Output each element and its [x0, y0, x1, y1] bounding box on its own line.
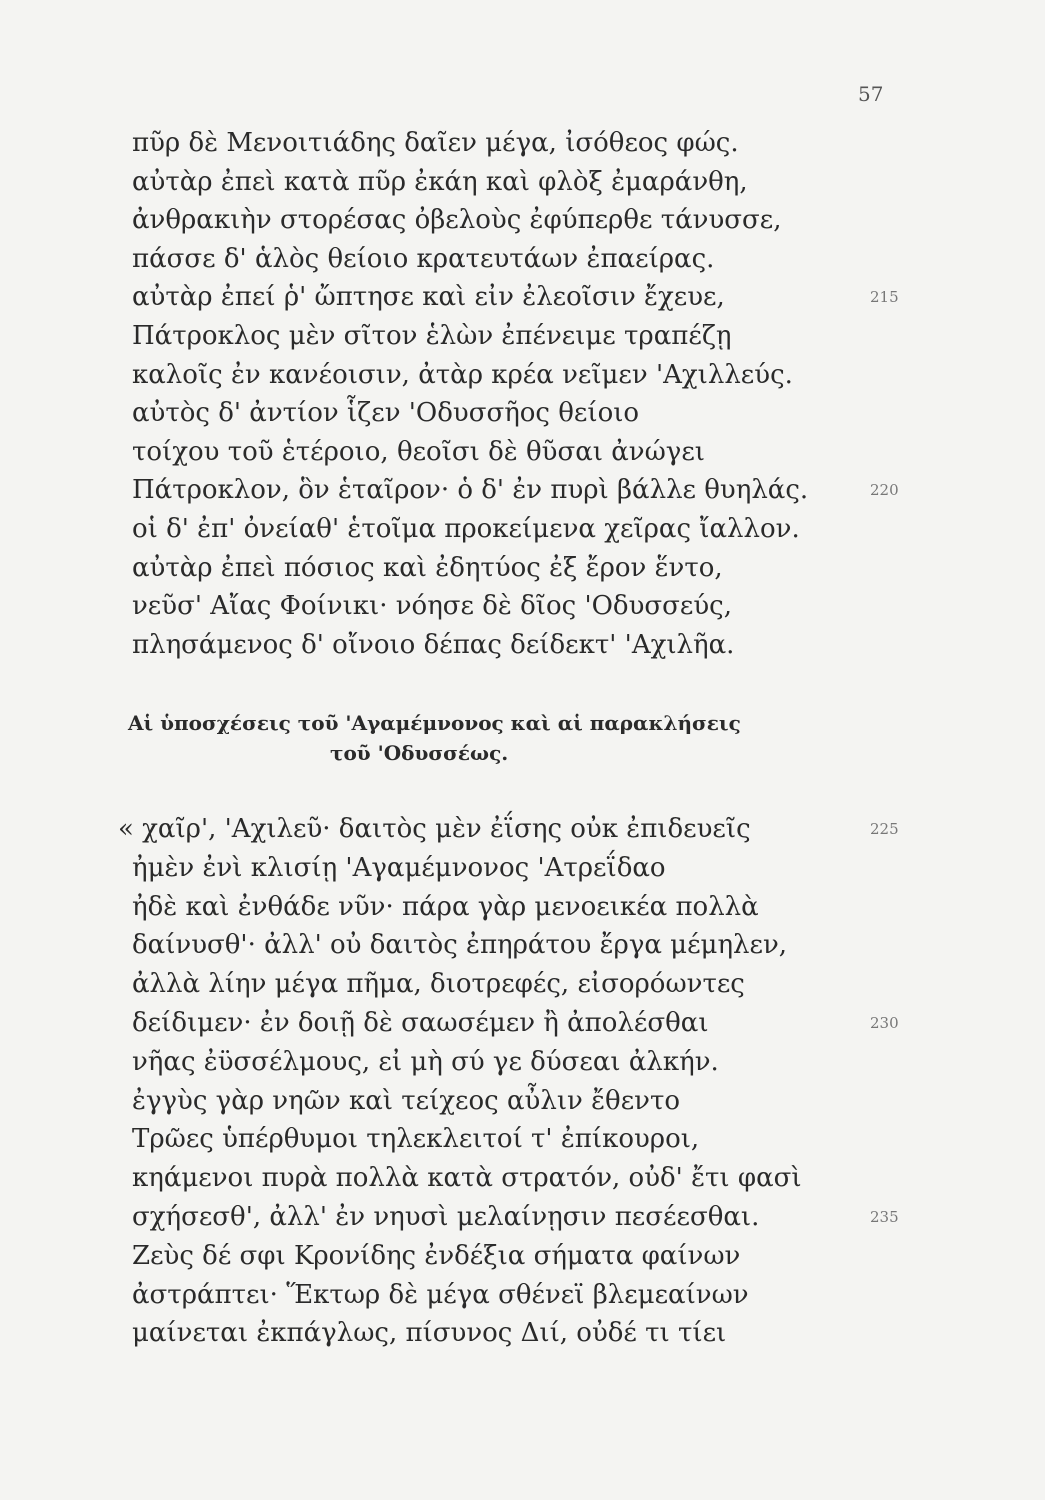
- section-heading-line-2: τοῦ 'Οδυσσέως.: [330, 741, 509, 765]
- verse-line: αὐτὰρ ἐπεί ῥ' ὤπτησε καὶ εἰν ἐλεοῖσιν ἔχευε,: [132, 282, 725, 313]
- line-number: 225: [870, 820, 899, 838]
- verse-line: ἠδὲ καὶ ἐνθάδε νῦν· πάρα γὰρ μενοεικέα πολλὰ: [132, 891, 759, 922]
- line-number: 235: [870, 1208, 899, 1226]
- verse-line: τοίχου τοῦ ἑτέροιο, θεοῖσι δὲ θῦσαι ἀνώγει: [132, 436, 705, 467]
- verse-line: δείδιμεν· ἐν δοιῇ δὲ σαωσέμεν ἢ ἀπολέσθαι: [132, 1008, 709, 1038]
- verse-line: καλοῖς ἐν κανέοισιν, ἀτὰρ κρέα νεῖμεν 'Αχιλλεύς.: [132, 359, 793, 390]
- verse-line: « χαῖρ', 'Αχιλεῦ· δαιτὸς μὲν ἐΐσης οὐκ ἐπιδευεῖς: [118, 814, 751, 844]
- verse-line: μαίνεται ἐκπάγλως, πίσυνος Διί, οὐδέ τι τίει: [132, 1318, 727, 1349]
- verse-line: αὐτὰρ ἐπεὶ κατὰ πῦρ ἐκάη καὶ φλὸξ ἐμαράνθη,: [132, 166, 748, 197]
- verse-line: πῦρ δὲ Μενοιτιάδης δαῖεν μέγα, ἰσόθεος φώς.: [132, 128, 739, 158]
- verse-line: πάσσε δ' ἁλὸς θείοιο κρατευτάων ἐπαείρας.: [132, 243, 715, 274]
- line-number: 230: [870, 1014, 899, 1032]
- verse-line: ἐγγὺς γὰρ νηῶν καὶ τείχεος αὖλιν ἔθεντο: [132, 1085, 681, 1116]
- verse-line: ἀλλὰ λίην μέγα πῆμα, διοτρεφές, εἰσορόωντες: [132, 969, 745, 1000]
- verse-line: Τρῶες ὑπέρθυμοι τηλεκλειτοί τ' ἐπίκουροι,: [132, 1124, 700, 1155]
- verse-line: οἱ δ' ἐπ' ὀνείαθ' ἑτοῖμα προκείμενα χεῖρας ἴαλλον.: [132, 514, 800, 544]
- verse-line: ἀνθρακιὴν στορέσας ὀβελοὺς ἐφύπερθε τάνυσσε,: [132, 205, 782, 236]
- section-heading-line-1: Αἱ ὑποσχέσεις τοῦ 'Αγαμέμνονος καὶ αἱ παρακλήσεις: [128, 711, 741, 735]
- verse-line: δαίνυσθ'· ἀλλ' οὐ δαιτὸς ἐπηράτου ἔργα μέμηλεν,: [132, 930, 788, 961]
- verse-line: ἠμὲν ἐνὶ κλισίῃ 'Αγαμέμνονος 'Ατρεΐδαο: [132, 852, 666, 883]
- verse-line: αὐτὰρ ἐπεὶ πόσιος καὶ ἐδητύος ἐξ ἔρον ἕντο,: [132, 552, 723, 583]
- line-number: 220: [870, 481, 899, 500]
- verse-line: ἀστράπτει· Ἕκτωρ δὲ μέγα σθένεϊ βλεμεαίνων: [132, 1279, 749, 1310]
- verse-line: Ζεὺς δέ σφι Κρονίδης ἐνδέξια σήματα φαίνων: [132, 1240, 741, 1271]
- verse-line: πλησάμενος δ' οἴνοιο δέπας δείδεκτ' 'Αχιλῆα.: [132, 629, 735, 660]
- verse-line: νεῦσ' Αἴας Φοίνικι· νόησε δὲ δῖος 'Οδυσσεύς,: [132, 591, 732, 622]
- verse-line: νῆας ἐϋσσέλμους, εἰ μὴ σύ γε δύσεαι ἀλκήν.: [132, 1046, 719, 1077]
- verse-line: Πάτροκλον, ὃν ἑταῖρον· ὁ δ' ἐν πυρὶ βάλλε θυηλάς.: [132, 475, 809, 506]
- verse-line: κηάμενοι πυρὰ πολλὰ κατὰ στρατόν, οὐδ' ἔτι φασὶ: [132, 1163, 802, 1194]
- verse-line: Πάτροκλος μὲν σῖτον ἑλὼν ἐπένειμε τραπέζῃ: [132, 321, 732, 351]
- line-number: 215: [870, 288, 899, 307]
- verse-line: αὐτὸς δ' ἀντίον ἷζεν 'Οδυσσῆος θείοιο: [132, 398, 640, 429]
- page-number: 57: [858, 82, 884, 106]
- verse-line: σχήσεσθ', ἀλλ' ἐν νηυσὶ μελαίνῃσιν πεσέεσθαι.: [132, 1202, 760, 1232]
